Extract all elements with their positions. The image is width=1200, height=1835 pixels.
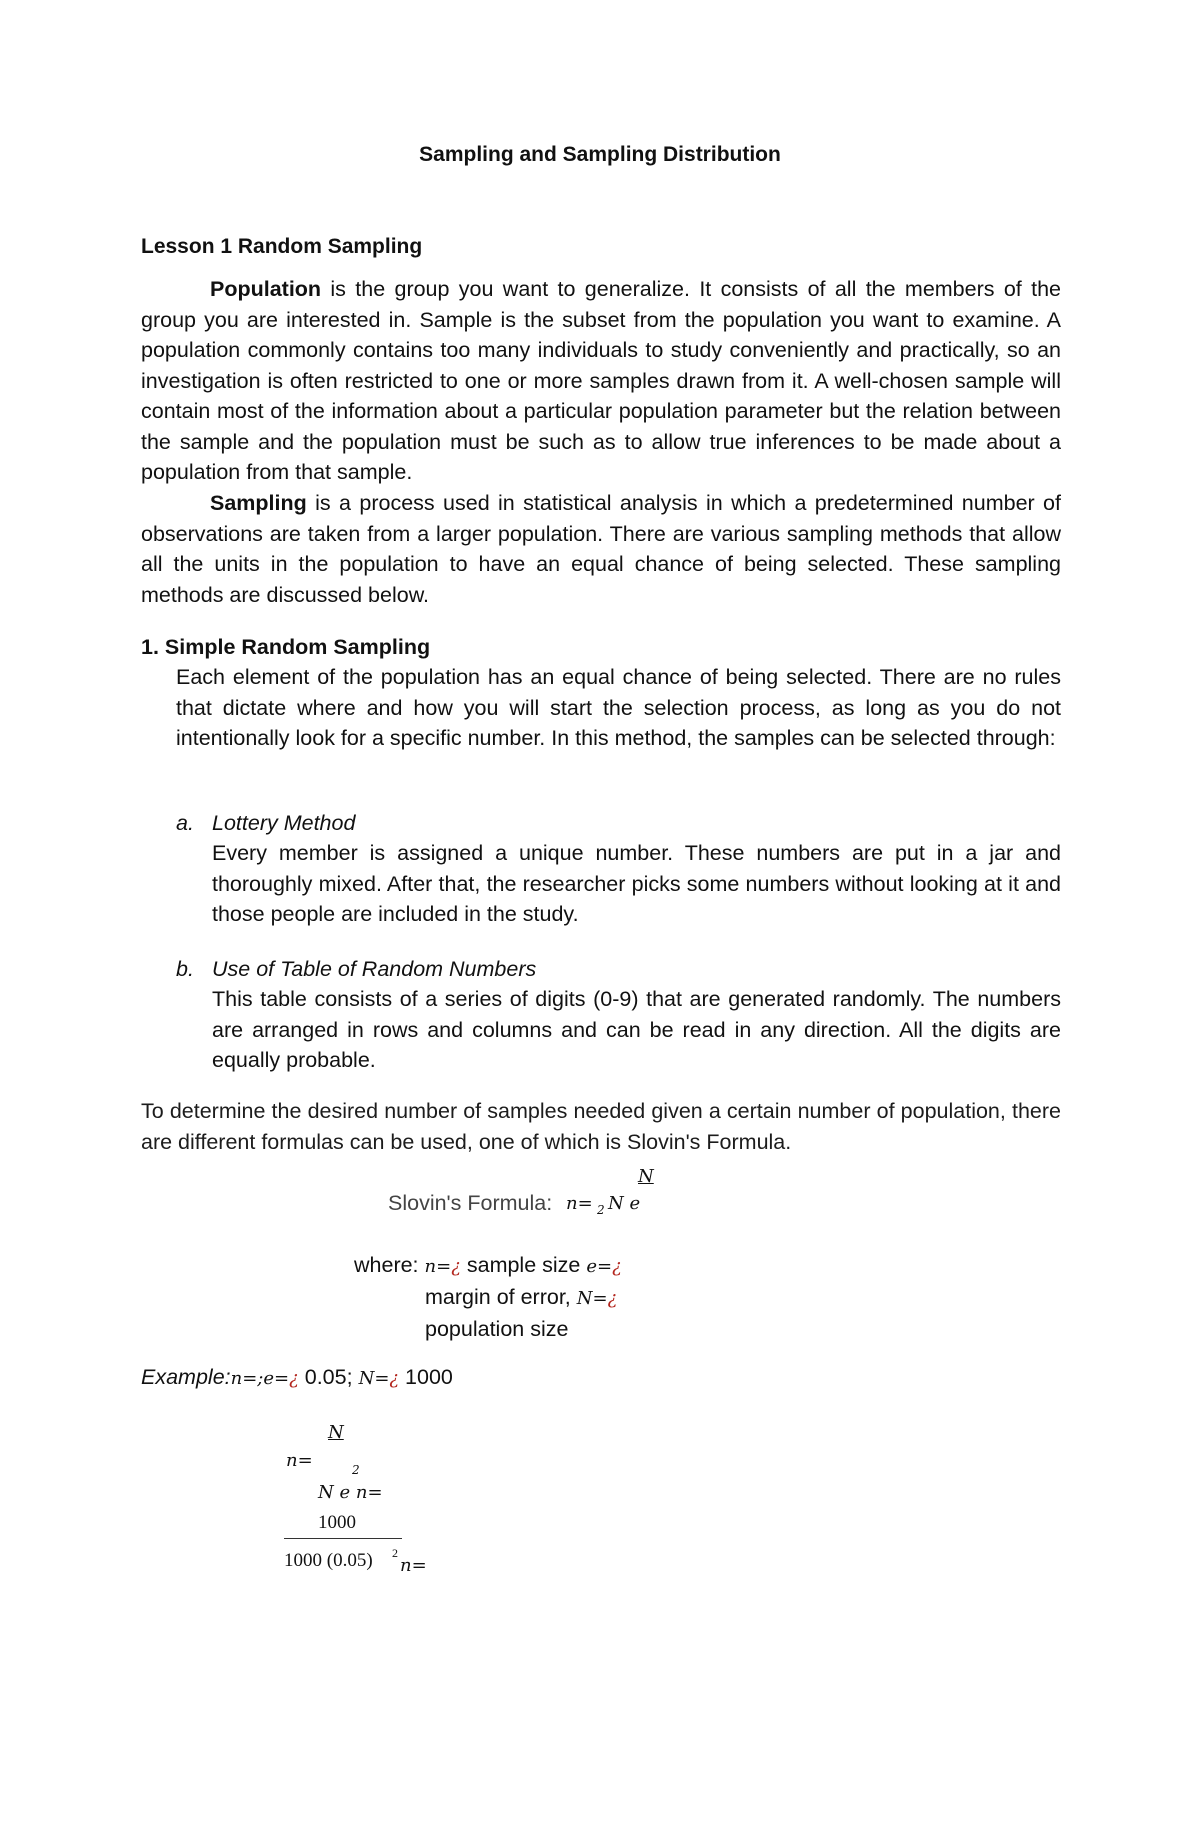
item-b-label [176, 954, 537, 984]
where-n-var: n= [424, 1256, 452, 1277]
item-b-marker: b. [176, 957, 194, 981]
example-exponent: 2 [352, 1463, 360, 1477]
example-numerator: N [328, 1422, 344, 1443]
item-b-text: This table consists of a series of digits (0-9) that are generated randomly. The numbers are arranged in rows and columns and can be read in any direction. All the digits are equally probable. [212, 987, 1061, 1072]
example-denominator: N e n= [318, 1482, 383, 1503]
example-lhs: n= [286, 1450, 313, 1471]
example-q1: ¿ [289, 1368, 299, 1389]
formula-numerator: N [638, 1166, 654, 1187]
formula-lhs: n= [566, 1193, 593, 1214]
where-label: where: [354, 1253, 419, 1277]
formula-denominator: N e [608, 1193, 641, 1214]
example-den-exponent: 2 [392, 1546, 398, 1560]
formula-label: Slovin's Formula: [388, 1191, 553, 1215]
example-N-var: N= [358, 1368, 390, 1389]
where-line [354, 1250, 622, 1282]
sampling-term: Sampling [210, 491, 307, 515]
example-den-expression: 1000 (0.05) [284, 1550, 373, 1571]
item-b-title: Use of Table of Random Numbers [212, 957, 537, 981]
simple-random-sampling-text: Each element of the population has an equal chance of being selected. There are no rules that dictate where and how you will start the selection process, as long as you do not intentionally look for a specific number. In this method, the samples can be selected through: [176, 665, 1061, 750]
lesson-heading: Lesson 1 Random Sampling [141, 235, 423, 258]
where-n-q: ¿ [451, 1256, 461, 1277]
example-N-value: 1000 [405, 1365, 453, 1389]
example-vars: n=;e= [230, 1368, 290, 1389]
where-N-q: ¿ [607, 1288, 618, 1309]
example-line [141, 1362, 453, 1394]
simple-random-sampling-heading: 1. Simple Random Sampling [141, 635, 431, 659]
example-q2: ¿ [389, 1368, 400, 1389]
item-a-title: Lottery Method [212, 811, 356, 835]
formula-exponent: 2 [597, 1203, 605, 1217]
example-num-1000: 1000 [318, 1512, 356, 1533]
sampling-paragraph [141, 488, 1061, 610]
population-term: Population [210, 277, 322, 301]
example-label: Example: [141, 1365, 231, 1389]
page-title: Sampling and Sampling Distribution [419, 143, 781, 166]
where-sample-size: sample size [466, 1253, 581, 1277]
example-e-value: 0.05; [304, 1365, 353, 1389]
where-population-size: population size [425, 1317, 569, 1341]
where-e-var: e= [586, 1256, 613, 1277]
item-a-marker: a. [176, 811, 194, 835]
sampling-text: is a process used in statistical analysis in which a predetermined number of observations are taken from a larger population. There are various sampling methods that allow all the units in the population to have an equal chance of being selected. These sampling methods are discussed below. [141, 491, 1061, 607]
where-margin: margin of error, [425, 1285, 571, 1309]
example-tail: n= [400, 1555, 427, 1576]
population-text: is the group you want to generalize. It consists of all the members of the group you are interested in. Sample is the subset from the population you want to examine. A population commonly contains too many individuals to study conveniently and practically, so an investigation is often restricted to one or more samples drawn from it. A well-chosen sample will contain most of the information about a particular population parameter but the relation between the sample and the population must be such as to allow true inferences to be made about a population from that sample. [141, 277, 1061, 484]
where-line-2 [425, 1282, 617, 1314]
item-a-label [176, 808, 356, 838]
population-paragraph [141, 274, 1061, 488]
where-e-q: ¿ [612, 1256, 622, 1277]
slovin-intro-paragraph: To determine the desired number of samples needed given a certain number of population, there are different formulas can be used, one of which is Slovin's Formula. [141, 1099, 1061, 1154]
where-N-var: N= [576, 1288, 608, 1309]
item-a-text: Every member is assigned a unique number. These numbers are put in a jar and thoroughly mixed. After that, the researcher picks some numbers without looking at it and those people are included in the study. [212, 841, 1061, 926]
fraction-bar [284, 1538, 402, 1539]
